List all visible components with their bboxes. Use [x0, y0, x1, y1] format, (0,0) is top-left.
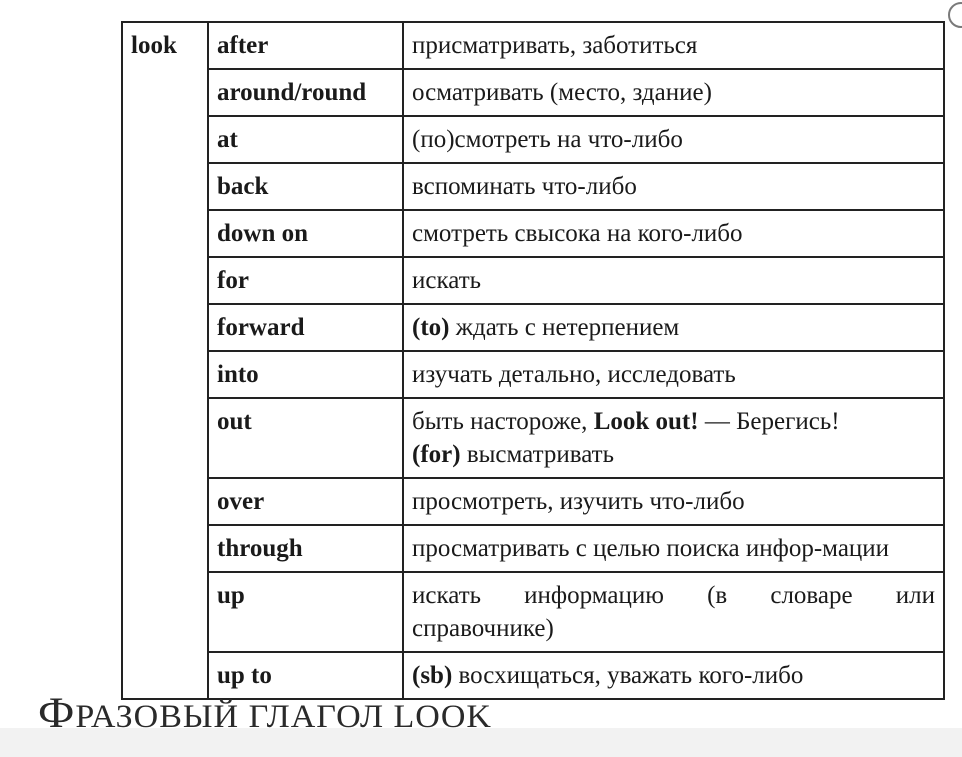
meaning-cell: (по)смотреть на что-либо	[403, 116, 944, 163]
table-row	[122, 478, 944, 525]
meaning-bold: Look out!	[593, 408, 699, 435]
table-row	[122, 210, 944, 257]
meaning-cell: просматривать с целью поиска инфор-мации	[403, 525, 944, 572]
particle-cell: back	[208, 163, 403, 210]
particle-cell: around/round	[208, 69, 403, 116]
meaning-line2-prefix: (for)	[412, 441, 461, 468]
meaning-cell: искать	[403, 257, 944, 304]
meaning-cell: вспоминать что-либо	[403, 163, 944, 210]
meaning-cell: искать информацию (в словаре или справочнике)	[403, 572, 944, 652]
table-row	[122, 257, 944, 304]
meaning-text: ждать с нетерпением	[449, 314, 680, 341]
particle-cell: into	[208, 351, 403, 398]
meaning-prefix: (to)	[412, 314, 450, 341]
meaning-tail: — Берегись!	[698, 408, 840, 435]
phrasal-verb-table	[121, 21, 945, 700]
meaning-text: быть настороже,	[412, 408, 594, 435]
circle-icon	[948, 2, 962, 28]
table-row	[122, 525, 944, 572]
meaning-cell: просмотреть, изучить что-либо	[403, 478, 944, 525]
particle-cell: forward	[208, 304, 403, 351]
particle-cell: up to	[208, 652, 403, 699]
meaning-cell	[403, 398, 944, 478]
particle-cell: over	[208, 478, 403, 525]
page-caption	[38, 687, 492, 737]
meaning-cell: осматривать (место, здание)	[403, 69, 944, 116]
table-row	[122, 351, 944, 398]
verb-cell: look	[122, 22, 208, 699]
table-row	[122, 22, 944, 69]
particle-cell: after	[208, 22, 403, 69]
meaning-line2: высматривать	[460, 441, 614, 468]
meaning-cell: присматривать, заботиться	[403, 22, 944, 69]
particle-cell: at	[208, 116, 403, 163]
particle-cell: for	[208, 257, 403, 304]
caption-first-letter: Ф	[38, 688, 76, 737]
table-row	[122, 572, 944, 652]
table-row	[122, 69, 944, 116]
caption-rest: РАЗОВЫЙ ГЛАГОЛ LOOK	[75, 699, 492, 735]
meaning-text: восхищаться, уважать кого-либо	[452, 662, 804, 689]
particle-cell: down on	[208, 210, 403, 257]
meaning-prefix: (sb)	[412, 662, 453, 689]
table-row	[122, 163, 944, 210]
particle-cell: up	[208, 572, 403, 652]
particle-cell: through	[208, 525, 403, 572]
table-row	[122, 398, 944, 478]
table-row	[122, 304, 944, 351]
table-row	[122, 116, 944, 163]
meaning-cell: смотреть свысока на кого-либо	[403, 210, 944, 257]
particle-cell: out	[208, 398, 403, 478]
meaning-cell	[403, 304, 944, 351]
meaning-cell: изучать детально, исследовать	[403, 351, 944, 398]
